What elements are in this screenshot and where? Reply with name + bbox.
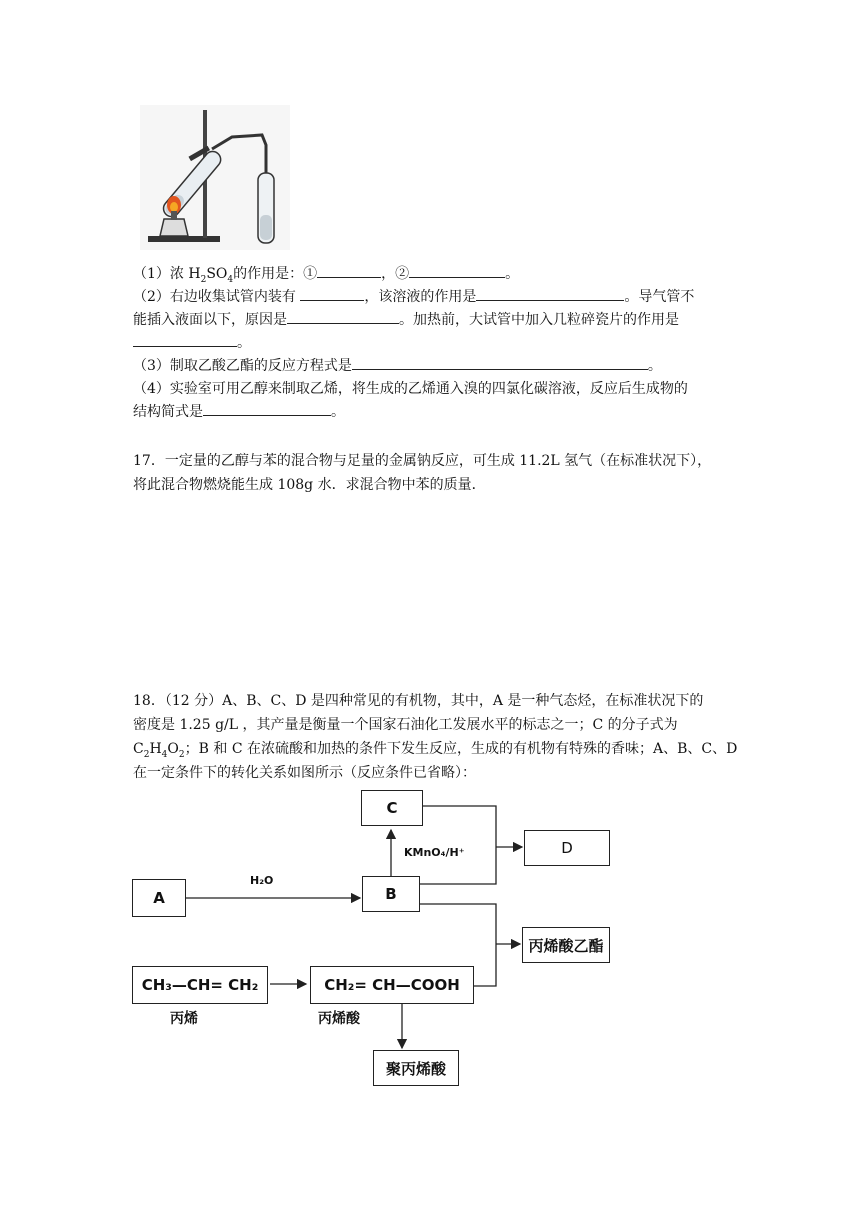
text: （2）右边收集试管内装有	[133, 289, 296, 305]
q16-part2-line3	[133, 332, 251, 354]
box-ethyl-acrylate: 丙烯酸乙酯	[522, 927, 610, 963]
answer-blank[interactable]	[300, 286, 364, 301]
text: O	[167, 741, 179, 757]
text: 。加热前，大试管中加入几粒碎瓷片的作用是	[399, 312, 679, 328]
box-polyacrylic-acid: 聚丙烯酸	[373, 1050, 459, 1086]
subscript: 4	[161, 749, 168, 760]
text: （1）浓 H	[133, 266, 201, 282]
q18-line2: 密度是 1.25 g/L ，其产量是衡量一个国家石油化工发展水平的标志之一；C 的分子式为	[133, 717, 678, 733]
text: 。	[331, 404, 345, 420]
q17-line2: 将此混合物燃烧能生成 108g 水．求混合物中苯的质量．	[133, 477, 486, 493]
text: 结构简式是	[133, 404, 203, 420]
text: 。	[647, 358, 662, 374]
text: SO	[206, 266, 228, 282]
subscript: 2	[200, 274, 207, 285]
q16-part4-line2	[133, 401, 345, 423]
label-h2o: H₂O	[250, 874, 274, 887]
answer-blank[interactable]	[133, 332, 237, 347]
subscript: 2	[143, 749, 150, 760]
text: 的作用是：①	[233, 266, 318, 282]
q16-part2-line1	[133, 286, 694, 308]
label-acrylic-acid: 丙烯酸	[318, 1011, 360, 1027]
text: （4）实验室可用乙醇来制取乙烯，将生成的乙烯通入溴的四氯化碳溶液，反应后生成物的	[133, 381, 688, 397]
box-acrylic-acid: CH₂= CH—COOH	[310, 966, 474, 1004]
answer-blank[interactable]	[317, 263, 381, 278]
subscript: 4	[227, 274, 234, 285]
q17-line1: 17．一定量的乙醇与苯的混合物与足量的金属钠反应，可生成 11.2L 氢气（在标准状况下），	[133, 453, 712, 469]
label-propene: 丙烯	[170, 1011, 198, 1027]
text: H	[149, 741, 162, 757]
q16-part2-line2	[133, 309, 679, 331]
q18-line1: 18．（12 分）A、B、C、D 是四种常见的有机物，其中，A 是一种气态烃，在标准状况下的	[133, 693, 704, 709]
q16-part4-line1	[133, 378, 688, 400]
text: 。	[237, 335, 251, 351]
answer-blank[interactable]	[409, 263, 505, 278]
answer-blank[interactable]	[476, 286, 624, 301]
box-a: A	[132, 879, 186, 917]
q16-part3	[133, 355, 662, 377]
text: C	[133, 741, 144, 757]
text: ，②	[381, 266, 410, 282]
answer-blank[interactable]	[203, 401, 331, 416]
text: 。	[505, 266, 520, 282]
label-kmno4: KMnO₄/H⁺	[404, 846, 465, 859]
text: ；B 和 C 在浓硫酸和加热的条件下发生反应，生成的有机物有特殊的香味；A、B、C、D	[184, 741, 738, 757]
subscript: 2	[178, 749, 185, 760]
text: ，该溶液的作用是	[364, 289, 477, 305]
box-d: D	[524, 830, 610, 866]
answer-blank[interactable]	[352, 355, 648, 370]
apparatus-illustration	[140, 105, 290, 250]
reaction-flow-diagram	[120, 786, 640, 1096]
answer-blank[interactable]	[287, 309, 399, 324]
q18-line4: 在一定条件下的转化关系如图所示（反应条件已省略）：	[133, 765, 476, 781]
text: 。导气管不	[624, 289, 695, 305]
text: （3）制取乙酸乙酯的反应方程式是	[133, 358, 352, 374]
box-b: B	[362, 876, 420, 912]
box-c: C	[361, 790, 423, 826]
box-propene: CH₃—CH= CH₂	[132, 966, 268, 1004]
text: 能插入液面以下，原因是	[133, 312, 287, 328]
